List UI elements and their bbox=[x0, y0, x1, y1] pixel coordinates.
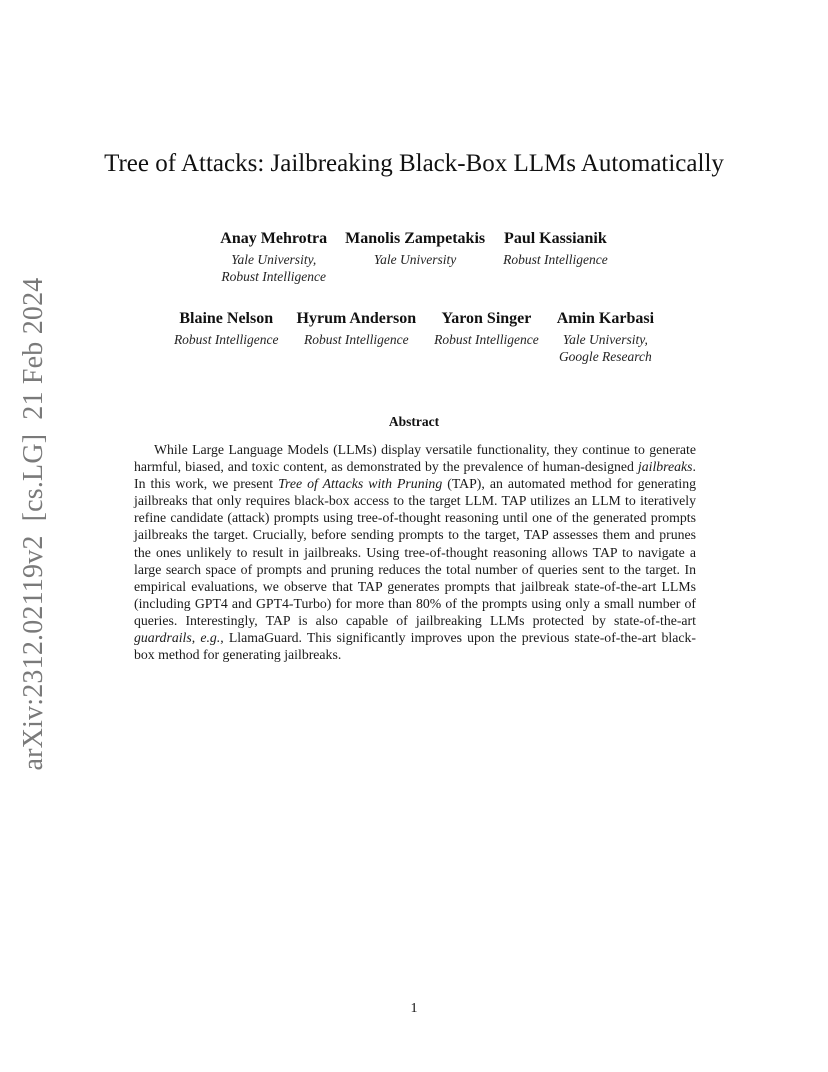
author-block bbox=[220, 230, 327, 285]
author-name: Blaine Nelson bbox=[179, 310, 274, 327]
author-affiliation: Robust Intelligence bbox=[221, 269, 326, 284]
author-block bbox=[434, 310, 539, 365]
author-name: Manolis Zampetakis bbox=[345, 230, 486, 247]
author-affiliation: Google Research bbox=[558, 349, 652, 364]
abstract-emphasis: jailbreaks bbox=[637, 459, 693, 475]
abstract-body bbox=[134, 441, 696, 663]
abstract-emphasis: guardrails bbox=[134, 630, 192, 646]
author-affiliation: Robust Intelligence bbox=[434, 332, 539, 347]
page-number: 1 bbox=[410, 1001, 418, 1016]
abstract-text: , bbox=[191, 630, 201, 646]
author-name: Hyrum Anderson bbox=[296, 310, 417, 327]
abstract-emphasis: Tree of Attacks with Pruning bbox=[278, 476, 443, 492]
paper-title: Tree of Attacks: Jailbreaking Black-Box LLMs Automatically bbox=[104, 150, 724, 177]
author-name: Yaron Singer bbox=[441, 310, 532, 327]
author-affiliation: Robust Intelligence bbox=[503, 252, 608, 267]
author-affiliation: Robust Intelligence bbox=[173, 332, 279, 347]
author-block bbox=[297, 310, 417, 365]
authors-row-1 bbox=[0, 230, 828, 285]
author-block bbox=[174, 310, 279, 365]
author-block bbox=[557, 310, 654, 365]
arxiv-identifier: arXiv:2312.02119v2 bbox=[18, 535, 49, 771]
arxiv-category: [cs.LG] bbox=[18, 433, 49, 522]
abstract-text: While Large Language Models (LLMs) display versatile functionality, they continue to generate harmful, biased, and toxic content, as demonstrated by the prevalence of human-designed bbox=[134, 442, 696, 475]
abstract-text: . In this work, we present bbox=[134, 459, 696, 492]
arxiv-date: 21 Feb 2024 bbox=[18, 277, 49, 420]
author-affiliation: Yale University, bbox=[562, 332, 648, 347]
abstract-heading: Abstract bbox=[388, 414, 440, 429]
abstract-text: , LlamaGuard. This significantly improves upon the previous state-of-the-art black-box method for generating jailbreaks. bbox=[134, 630, 696, 663]
author-name: Paul Kassianik bbox=[504, 230, 607, 247]
author-affiliation: Yale University, bbox=[231, 252, 317, 267]
author-affiliation: Robust Intelligence bbox=[304, 332, 409, 347]
author-name: Amin Karbasi bbox=[556, 310, 655, 327]
author-affiliation: Yale University bbox=[373, 252, 457, 267]
author-block bbox=[503, 230, 608, 285]
author-name: Anay Mehrotra bbox=[220, 230, 328, 247]
abstract-emphasis: e.g. bbox=[200, 630, 221, 646]
author-block bbox=[345, 230, 485, 285]
authors-row-2 bbox=[0, 310, 828, 365]
abstract-text: (TAP), an automated method for generating jailbreaks that only requires black-box access to the target LLM. TAP utilizes an LLM to iteratively refine candidate (attack) prompts using tree-of-thought reasoning until one of the generated prompts jailbreaks the target. Crucially, before sending prompts to the target, TAP assesses them and prunes the ones unlikely to result in jailbreaks. Using tree-of-thought reasoning allows TAP to navigate a large search space of prompts and pruning reduces the total number of queries sent to the target. In empirical evaluations, we observe that TAP generates prompts that jailbreak state-of-the-art LLMs (including GPT4 and GPT4-Turbo) for more than 80% of the prompts using only a small number of queries. Interestingly, TAP is also capable of jailbreaking LLMs protected by state-of-the-art bbox=[134, 476, 696, 628]
